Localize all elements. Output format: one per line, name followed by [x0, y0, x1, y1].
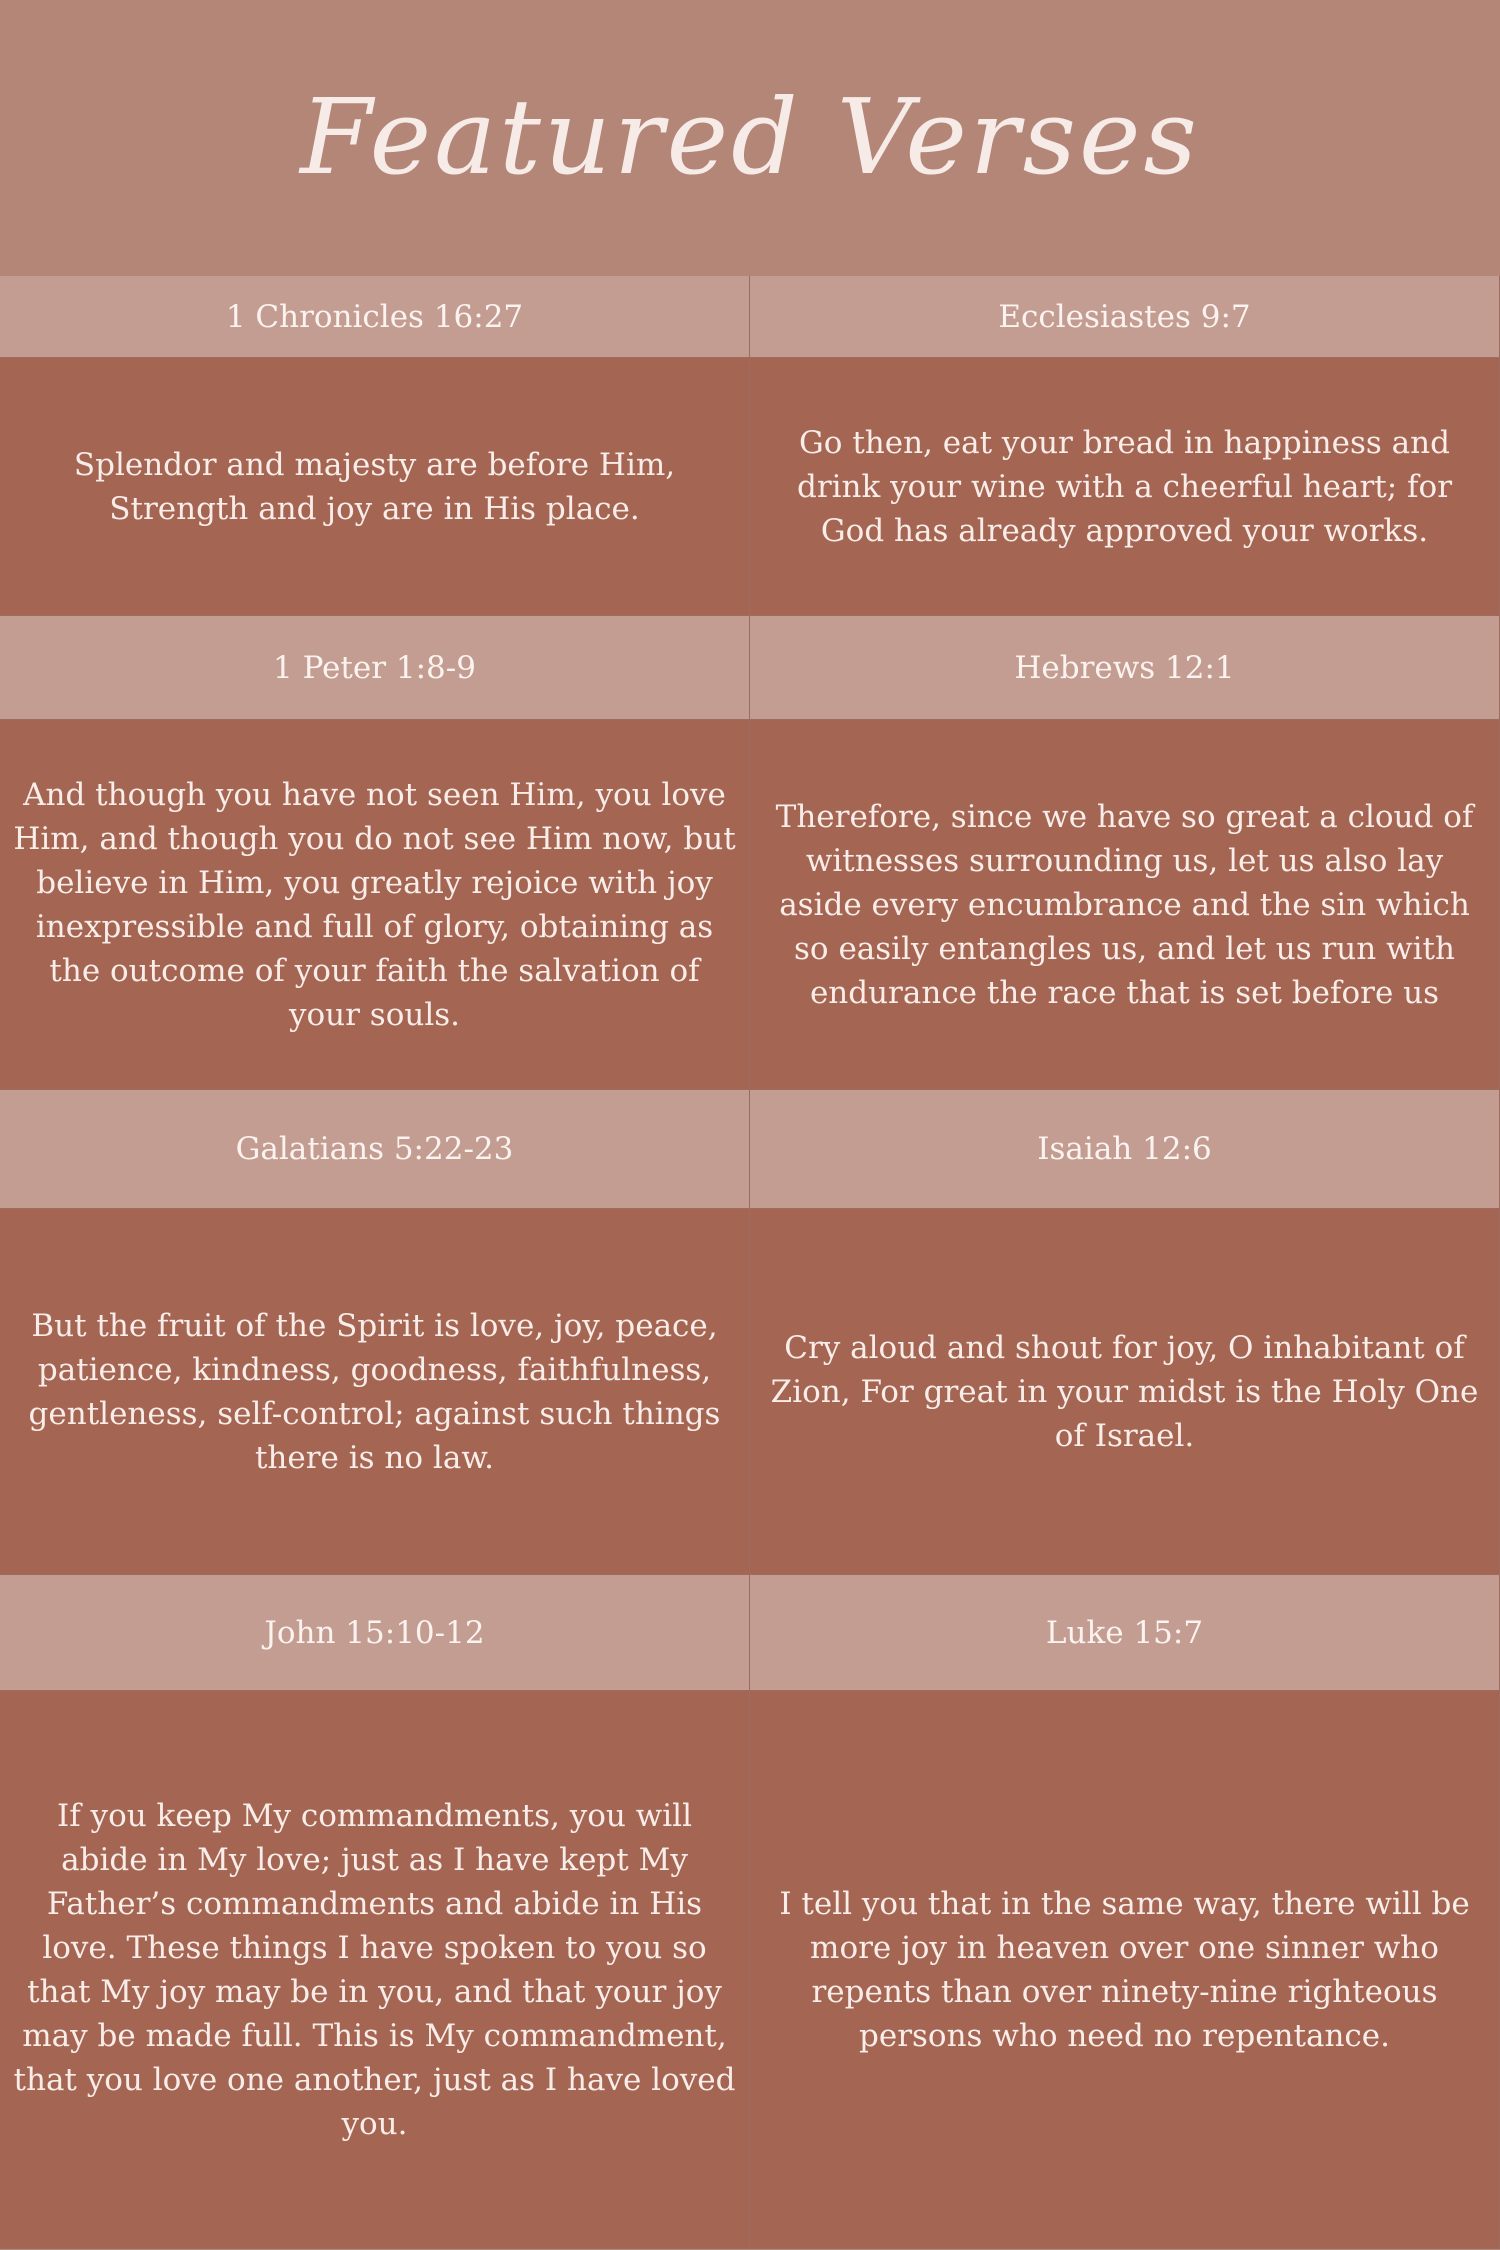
verse-text-isaiah: Cry aloud and shout for joy, O inhabitant of Zion, For great in your midst is the Holy One of Israel.: [750, 1209, 1500, 1575]
verse-reference-1-peter: 1 Peter 1:8-9: [0, 616, 750, 720]
verse-reference-john: John 15:10-12: [0, 1575, 750, 1691]
verse-text-1-chronicles: Splendor and majesty are before Him, Strength and joy are in His place.: [0, 358, 750, 616]
verse-text-ecclesiastes: Go then, eat your bread in happiness and drink your wine with a cheerful heart; for God has already approved your works.: [750, 358, 1500, 616]
page-title: Featured Verses: [300, 75, 1200, 198]
verse-reference-hebrews: Hebrews 12:1: [750, 616, 1500, 720]
verse-reference-ecclesiastes: Ecclesiastes 9:7: [750, 276, 1500, 358]
header-banner: [0, 0, 1500, 273]
verse-reference-luke: Luke 15:7: [750, 1575, 1500, 1691]
verse-text-1-peter: And though you have not seen Him, you love Him, and though you do not see Him now, but believe in Him, you greatly rejoice with joy inexpressible and full of glory, obtaining as the outcome of your faith the salvation of your souls.: [0, 720, 750, 1090]
verse-text-hebrews: Therefore, since we have so great a cloud of witnesses surrounding us, let us also lay aside every encumbrance and the sin which so easily entangles us, and let us run with endurance the race that is set before us: [750, 720, 1500, 1090]
verse-text-galatians: But the fruit of the Spirit is love, joy, peace, patience, kindness, goodness, faithfulness, gentleness, self-control; against such things there is no law.: [0, 1209, 750, 1575]
verse-text-john: If you keep My commandments, you will abide in My love; just as I have kept My Father’s commandments and abide in His love. These things I have spoken to you so that My joy may be in you, and that your joy may be made full. This is My commandment, that you love one another, just as I have loved you.: [0, 1691, 750, 2249]
verse-text-luke: I tell you that in the same way, there will be more joy in heaven over one sinner who repents than over ninety-nine righteous persons who need no repentance.: [750, 1691, 1500, 2249]
verses-grid: [0, 276, 1500, 2250]
verse-reference-galatians: Galatians 5:22-23: [0, 1090, 750, 1209]
verse-reference-1-chronicles: 1 Chronicles 16:27: [0, 276, 750, 358]
verse-reference-isaiah: Isaiah 12:6: [750, 1090, 1500, 1209]
